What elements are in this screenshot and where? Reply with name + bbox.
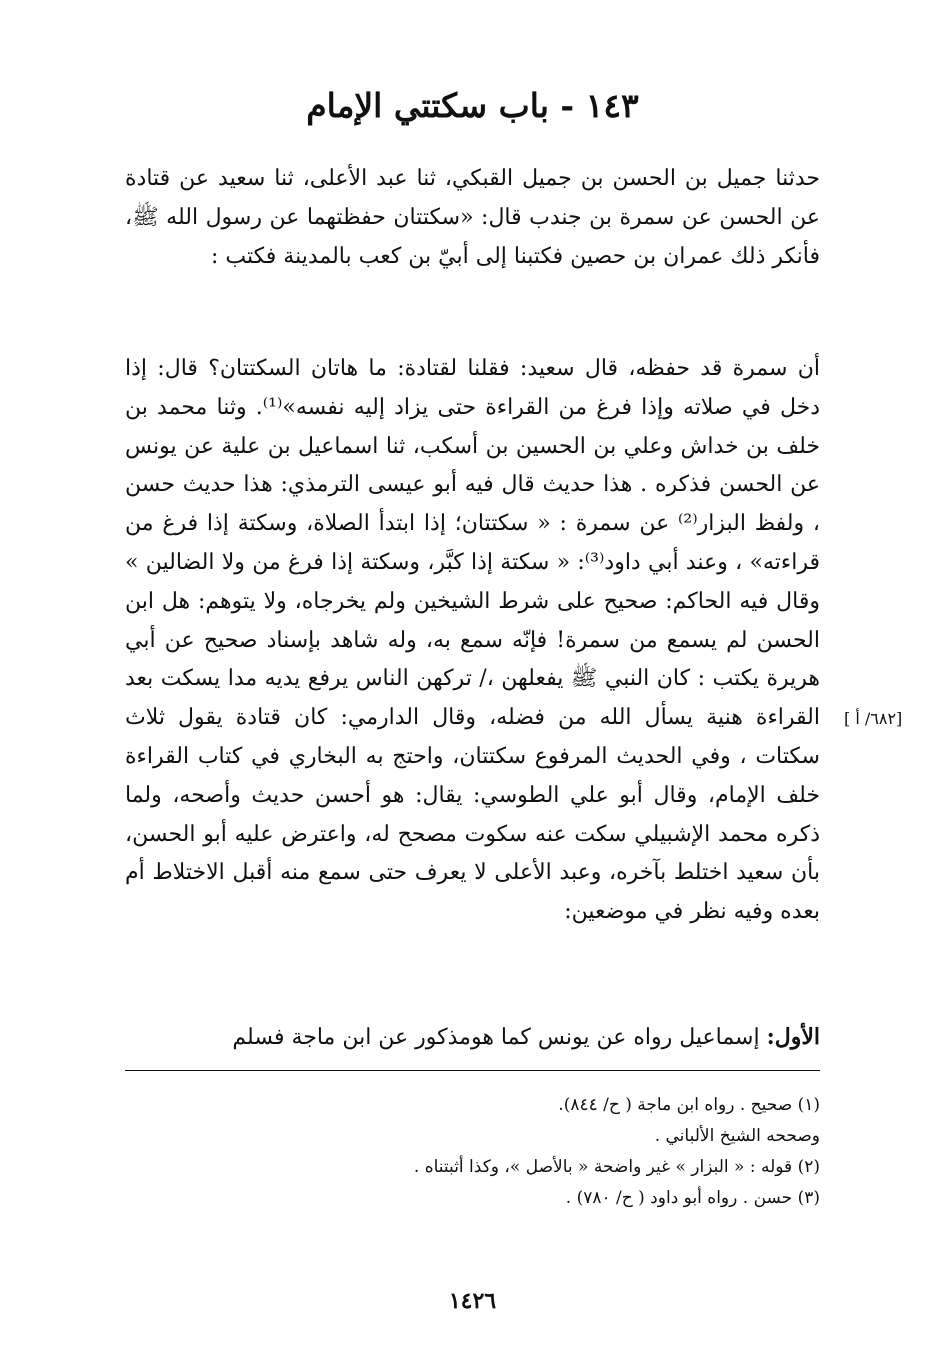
page-number: ١٤٢٦ [448, 1288, 497, 1314]
footnote-2: (٢) قوله : « البزار » غير واضحة « بالأصل »، وكذا أثبتناه . [413, 1157, 820, 1177]
chapter-title: ١٤٣ - باب سكتتي الإمام [306, 86, 639, 125]
footnote-1: (١) صحيح . رواه ابن ماجة ( ح/ ٨٤٤). [558, 1095, 820, 1115]
paragraph-commentary: أن سمرة قد حفظه، قال سعيد: فقلنا لقتادة: ما هاتان السكتتان؟ قال: إذا دخل في صلاته وإذا فرغ من القراءة حتى يزاد إليه نفسه»⁽¹⁾. وثنا محمد بن خلف بن خداش وعلي بن الحسين بن أسكب، ثنا اسماعيل بن علية عن يونس عن الحسن فذكره . هذا حديث قال فيه أبو عيسى الترمذي: هذا حديث حسن ، ولفظ البزار⁽²⁾ عن سمرة : « سكتتان؛ إذا ابتدأ الصلاة، وسكتة إذا فرغ من قراءته» ، وعند أبي داود⁽³⁾: « سكتة إذا كبَّر، وسكتة إذا فرغ من ولا الضالين » وقال فيه الحاكم: صحيح على شرط الشيخين ولم يخرجاه، ولا يتوهم: هل ابن الحسن لم يسمع من سمرة! فإنّه سمع به، وله شاهد بإسناد صحيح عن أبي هريرة يكتب : كان النبي ﷺ يفعلهن ،/ تركهن الناس يرفع يديه مدا يسكت بعد القراءة هنية يسأل الله من فضله، وقال الدارمي: كان قتادة يقول ثلاث سكتات ، وفي الحديث المرفوع سكتتان، واحتج به البخاري في كتاب القراءة خلف الإمام، وقال أبو علي الطوسي: يقال: هو أحسن حديث وأصحه، ولما ذكره محمد الإشبيلي سكت عنه سكوت مصحح له، واعترض عليه أبو الحسن، بأن سعيد اختلط بآخره، وعبد الأعلى لا يعرف حتى سمع منه أقبل الاختلاط أم بعده وفيه نظر في موضعين: [125, 356, 820, 925]
footnote-3: (٣) حسن . رواه أبو داود ( ح/ ٧٨٠) . [565, 1188, 820, 1208]
paragraph-hadith-chain: حدثنا جميل بن الحسن بن جميل القبكي، ثنا عبد الأعلى، ثنا سعيد عن قتادة عن الحسن عن سمرة بن جندب قال: «سكتتان حفظتهما عن رسول الله ﷺ، فأنكر ذلك عمران بن حصين فكتبنا إلى أبيّ بن كعب بالمدينة فكتب : [125, 166, 820, 269]
first-point-label: الأول: [766, 1024, 820, 1050]
first-point-text: إسماعيل رواه عن يونس كما هومذكور عن ابن ماجة فسلم [232, 1025, 760, 1050]
footnote-1-continued: وصححه الشيخ الألباني . [654, 1126, 820, 1146]
manuscript-folio-reference: [٦٨٢/ أ ] [844, 709, 903, 728]
footnotes [125, 1090, 820, 1214]
paragraph-first-point [125, 1018, 820, 1058]
footnote-divider [125, 1070, 820, 1071]
